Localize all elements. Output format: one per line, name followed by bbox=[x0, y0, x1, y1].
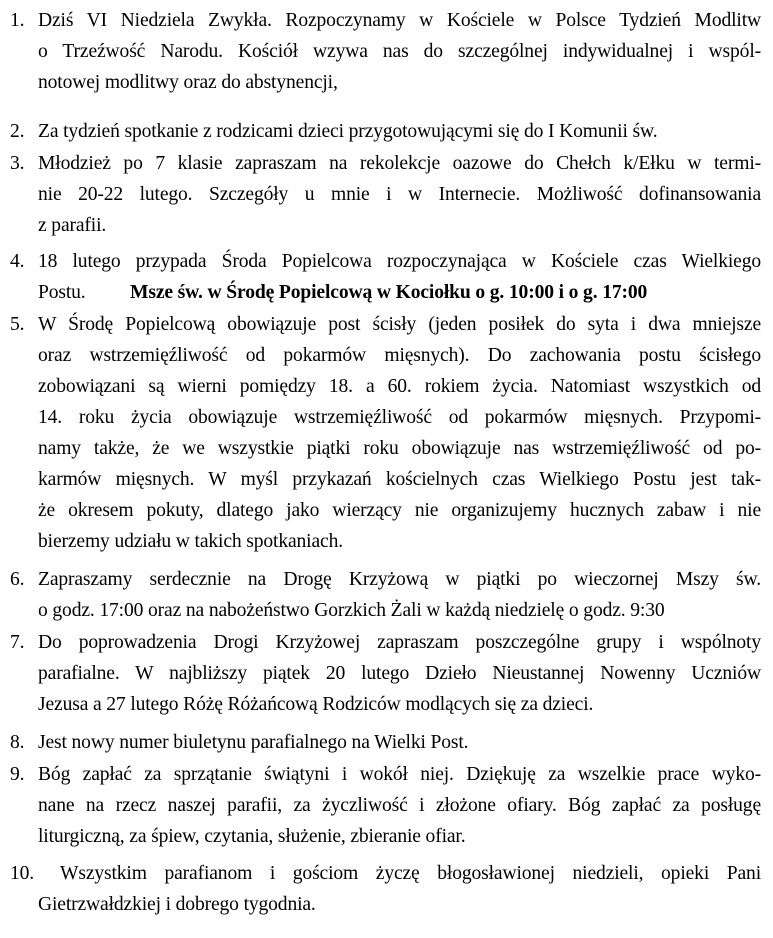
item-text-line: Za tydzień spotkanie z rodzicami dzieci przygotowującymi się do I Komunii św. bbox=[38, 121, 658, 142]
item-text-line: oraz wstrzemięźliwość od pokarmów mięsnych). Do zachowania postu ścisłego bbox=[38, 345, 761, 366]
item-text-line: Dziś VI Niedziela Zwykła. Rozpoczynamy w Kościele w Polsce Tydzień Modlitw bbox=[38, 10, 761, 31]
item-number: 8. bbox=[10, 732, 25, 753]
item-text-line: 14. roku życia obowiązuje wstrzemięźliwość od pokarmów mięsnych. Przypomi- bbox=[38, 407, 761, 428]
item-text-line: że okresem pokuty, dlatego jako wierzący nie organizujemy hucznych zabaw i nie bbox=[38, 500, 761, 521]
item-text-line: liturgiczną, za śpiew, czytania, służenie, zbieranie ofiar. bbox=[38, 826, 466, 847]
item-text-line: z parafii. bbox=[38, 215, 107, 236]
item-text-line: nie 20-22 lutego. Szczegóły u mnie i w Internecie. Możliwość dofinansowania bbox=[38, 184, 761, 205]
item-number: 4. bbox=[10, 251, 25, 272]
item-text-line: Wszystkim parafianom i gościom życzę błogosławionej niedzieli, opieki Pani bbox=[60, 863, 761, 884]
item-text-line: bierzemy udziału w takich spotkaniach. bbox=[38, 531, 343, 552]
item-number: 7. bbox=[10, 632, 25, 653]
item-text-line: Postu. bbox=[38, 282, 86, 303]
item-text-line: Gietrzwałdzkiej i dobrego tygodnia. bbox=[38, 894, 316, 915]
item-number: 9. bbox=[10, 764, 25, 785]
item-text-line: Zapraszamy serdecznie na Drogę Krzyżową w piątki po wieczornej Mszy św. bbox=[38, 569, 761, 590]
item-number: 10. bbox=[10, 863, 35, 884]
item-text-line: Jest nowy numer biuletynu parafialnego na Wielki Post. bbox=[38, 732, 469, 753]
item-text-line: namy także, że we wszystkie piątki roku obowiązuje nas wstrzemięźliwość od po- bbox=[38, 438, 761, 459]
item-text-line: Jezusa a 27 lutego Różę Różańcową Rodziców modlących się za dzieci. bbox=[38, 694, 594, 715]
item-text-line: W Środę Popielcową obowiązuje post ścisły (jeden posiłek do syta i dwa mniejsze bbox=[38, 314, 761, 335]
item-text-line: notowej modlitwy oraz do abstynencji, bbox=[38, 72, 338, 93]
item-text-line: karmów mięsnych. W myśl przykazań kościelnych czas Wielkiego Postu jest tak- bbox=[38, 469, 761, 490]
item-text-line: parafialne. W najbliższy piątek 20 lutego Dzieło Nieustannej Nowenny Uczniów bbox=[38, 663, 761, 684]
item-text-line: nane na rzecz naszej parafii, za życzliwość i złożone ofiary. Bóg zapłać za posługę bbox=[38, 795, 761, 816]
item-text-line: Bóg zapłać za sprzątanie świątyni i wokół niej. Dziękuję za wszelkie prace wyko- bbox=[38, 764, 761, 785]
item-text-line: o Trzeźwość Narodu. Kościół wzywa nas do szczególnej indywidualnej i wspól- bbox=[38, 41, 761, 62]
item-text-line: Młodzież po 7 klasie zapraszam na rekolekcje oazowe do Chełch k/Ełku w termi- bbox=[38, 153, 761, 174]
item-number: 5. bbox=[10, 314, 25, 335]
item-text-line: zobowiązani są wierni pomiędzy 18. a 60. rokiem życia. Natomiast wszystkich od bbox=[38, 376, 761, 397]
item-number: 6. bbox=[10, 569, 25, 590]
item-text-line: 18 lutego przypada Środa Popielcowa rozpoczynająca w Kościele czas Wielkiego bbox=[38, 251, 761, 272]
item-number: 1. bbox=[10, 10, 25, 31]
item-number: 3. bbox=[10, 153, 25, 174]
item-text-line: o godz. 17:00 oraz na nabożeństwo Gorzkich Żali w każdą niedzielę o godz. 9:30 bbox=[38, 600, 665, 621]
mass-times-highlight: Msze św. w Środę Popielcową w Kociołku o g. 10:00 i o g. 17:00 bbox=[130, 282, 648, 303]
item-number: 2. bbox=[10, 121, 25, 142]
item-text-line: Do poprowadzenia Drogi Krzyżowej zapraszam poszczególne grupy i wspólnoty bbox=[38, 632, 761, 653]
